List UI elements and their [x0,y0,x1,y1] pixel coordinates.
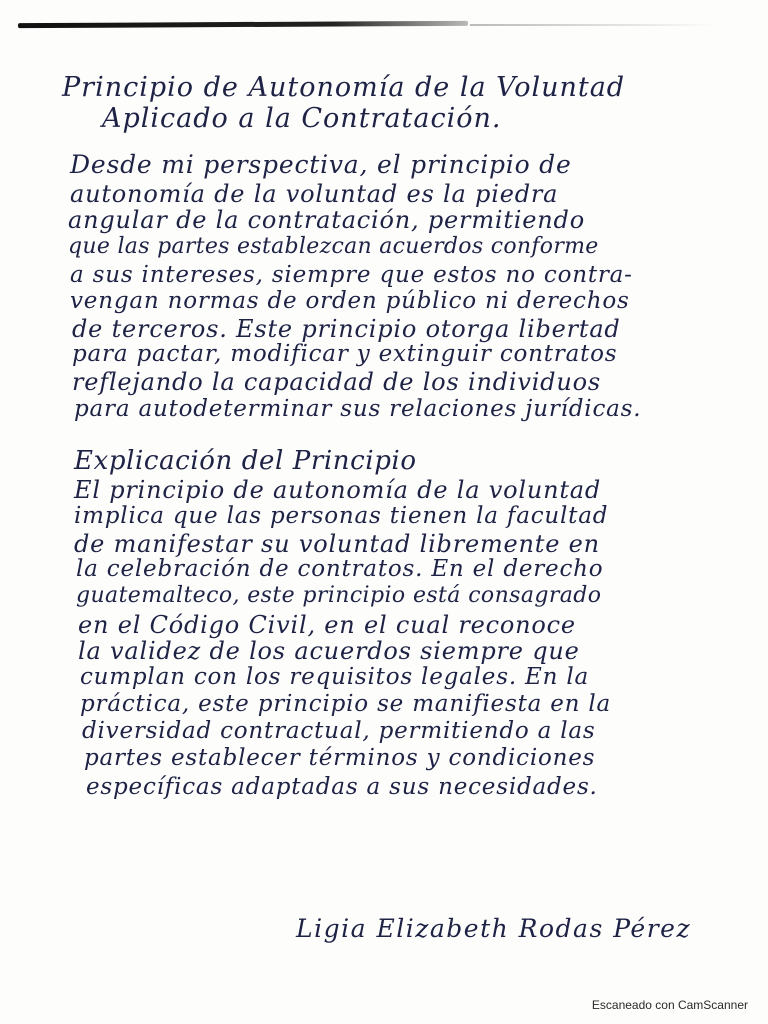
paragraph1-line-10: para autodeterminar sus relaciones jurídicas. [74,396,642,422]
paragraph2-line-9: práctica, este principio se manifiesta en la [80,691,612,717]
paragraph2-line-8: cumplan con los requisitos legales. En la [80,664,590,690]
paragraph2-line-11: partes establecer términos y condiciones [84,745,596,771]
paragraph1-line-7: de terceros. Este principio otorga libertad [72,315,621,343]
paragraph2-line-4: la celebración de contratos. En el derecho [76,556,604,582]
paragraph1-line-1: Desde mi perspectiva, el principio de [70,150,572,179]
paragraph1-line-4: que las partes establezcan acuerdos conforme [68,234,599,259]
paragraph1-line-9: reflejando la capacidad de los individuos [72,368,601,396]
paragraph1-line-5: a sus intereses, siempre que estos no contra- [70,262,633,288]
section-heading: Explicación del Principio [74,446,417,476]
title-line-2: Aplicado a la Contratación. [102,103,502,134]
paragraph2-line-12: específicas adaptadas a sus necesidades. [86,774,598,800]
paragraph1-line-3: angular de la contratación, permitiendo [68,206,585,234]
paragraph2-line-5: guatemalteco, este principio está consagrado [76,583,602,608]
paragraph1-line-6: vengan normas de orden público ni derechos [70,288,630,314]
title-line-1: Principio de Autonomía de la Voluntad [62,72,626,103]
paragraph1-line-2: autonomía de la voluntad es la piedra [70,180,559,208]
paragraph2-line-3: de manifestar su voluntad libremente en [74,530,600,558]
page-top-edge-shadow [18,21,468,28]
paragraph2-line-10: diversidad contractual, permitiendo a las [82,718,596,744]
paragraph2-line-7: la validez de los acuerdos siempre que [78,637,580,665]
paragraph1-line-8: para pactar, modificar y extinguir contratos [72,341,618,367]
scanner-watermark: Escaneado con CamScanner [591,998,748,1012]
paragraph2-line-1: El principio de autonomía de la voluntad [74,476,602,504]
paragraph2-line-6: en el Código Civil, en el cual reconoce [78,611,576,639]
page-top-edge-fade [470,24,720,26]
author-signature: Ligia Elizabeth Rodas Pérez [296,914,692,943]
paragraph2-line-2: implica que las personas tienen la facultad [74,503,609,529]
